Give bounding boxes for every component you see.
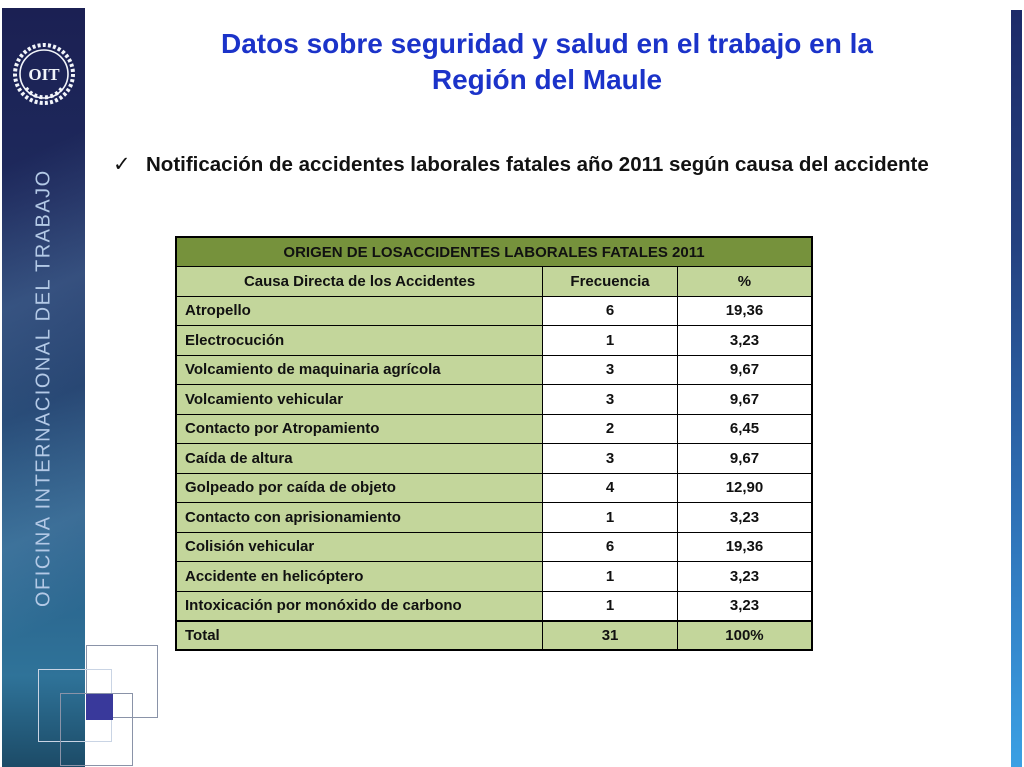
slide-title: [95, 26, 999, 98]
table-cell-freq: 3: [543, 444, 678, 474]
table-row: [176, 532, 812, 562]
table-title-row: [176, 237, 812, 267]
column-header-percent: %: [677, 267, 812, 297]
bullet-text: Notificación de accidentes laborales fatales año 2011 según causa del accidente: [146, 153, 929, 176]
sidebar: [2, 8, 85, 767]
table-row: [176, 503, 812, 533]
total-label: Total: [176, 621, 543, 651]
table-cell-cause: Intoxicación por monóxido de carbono: [176, 591, 543, 621]
table-cell-pct: 12,90: [677, 473, 812, 503]
table-row: [176, 326, 812, 356]
table-cell-freq: 6: [543, 532, 678, 562]
oit-logo-icon: [12, 42, 76, 106]
table-cell-cause: Volcamiento de maquinaria agrícola: [176, 355, 543, 385]
table-row: [176, 473, 812, 503]
table-cell-freq: 2: [543, 414, 678, 444]
accidents-table: [175, 236, 813, 651]
right-edge-bar: [1011, 10, 1022, 767]
table-cell-cause: Caída de altura: [176, 444, 543, 474]
column-header-frequency: Frecuencia: [543, 267, 678, 297]
table-cell-cause: Contacto por Atropamiento: [176, 414, 543, 444]
table-cell-pct: 9,67: [677, 444, 812, 474]
table-cell-cause: Golpeado por caída de objeto: [176, 473, 543, 503]
logo-text: OIT: [27, 65, 60, 84]
table-cell-cause: Electrocución: [176, 326, 543, 356]
table-cell-pct: 3,23: [677, 503, 812, 533]
table-row: [176, 591, 812, 621]
table-title: ORIGEN DE LOSACCIDENTES LABORALES FATALES 2011: [176, 237, 812, 267]
table-cell-cause: Contacto con aprisionamiento: [176, 503, 543, 533]
table-cell-freq: 1: [543, 326, 678, 356]
table-cell-freq: 3: [543, 385, 678, 415]
table-cell-pct: 9,67: [677, 385, 812, 415]
table-cell-pct: 19,36: [677, 532, 812, 562]
table-cell-cause: Accidente en helicóptero: [176, 562, 543, 592]
table-row: [176, 444, 812, 474]
table-total-row: [176, 621, 812, 651]
table-cell-pct: 6,45: [677, 414, 812, 444]
table-cell-pct: 19,36: [677, 296, 812, 326]
decor-square-solid: [86, 694, 113, 720]
checkmark-icon: ✓: [113, 153, 131, 176]
table-cell-pct: 3,23: [677, 326, 812, 356]
slide-title-line1: Datos sobre seguridad y salud en el trabajo en la: [221, 28, 873, 59]
table-cell-freq: 1: [543, 503, 678, 533]
sidebar-vertical-label: OFICINA INTERNACIONAL DEL TRABAJO: [32, 169, 54, 607]
bullet-item: [113, 148, 1008, 181]
table-cell-cause: Colisión vehicular: [176, 532, 543, 562]
table-cell-cause: Atropello: [176, 296, 543, 326]
table-cell-freq: 3: [543, 355, 678, 385]
table-header-row: [176, 267, 812, 297]
table-row: [176, 562, 812, 592]
table-cell-freq: 6: [543, 296, 678, 326]
table-cell-pct: 3,23: [677, 591, 812, 621]
slide-title-line2: Región del Maule: [431, 64, 663, 95]
table-row: [176, 385, 812, 415]
table-row: [176, 296, 812, 326]
table-cell-freq: 4: [543, 473, 678, 503]
total-frequency: 31: [543, 621, 678, 651]
column-header-cause: Causa Directa de los Accidentes: [176, 267, 543, 297]
table-cell-pct: 9,67: [677, 355, 812, 385]
table-cell-pct: 3,23: [677, 562, 812, 592]
table-cell-freq: 1: [543, 591, 678, 621]
table-cell-freq: 1: [543, 562, 678, 592]
total-percent: 100%: [677, 621, 812, 651]
table-row: [176, 355, 812, 385]
table-cell-cause: Volcamiento vehicular: [176, 385, 543, 415]
table-row: [176, 414, 812, 444]
